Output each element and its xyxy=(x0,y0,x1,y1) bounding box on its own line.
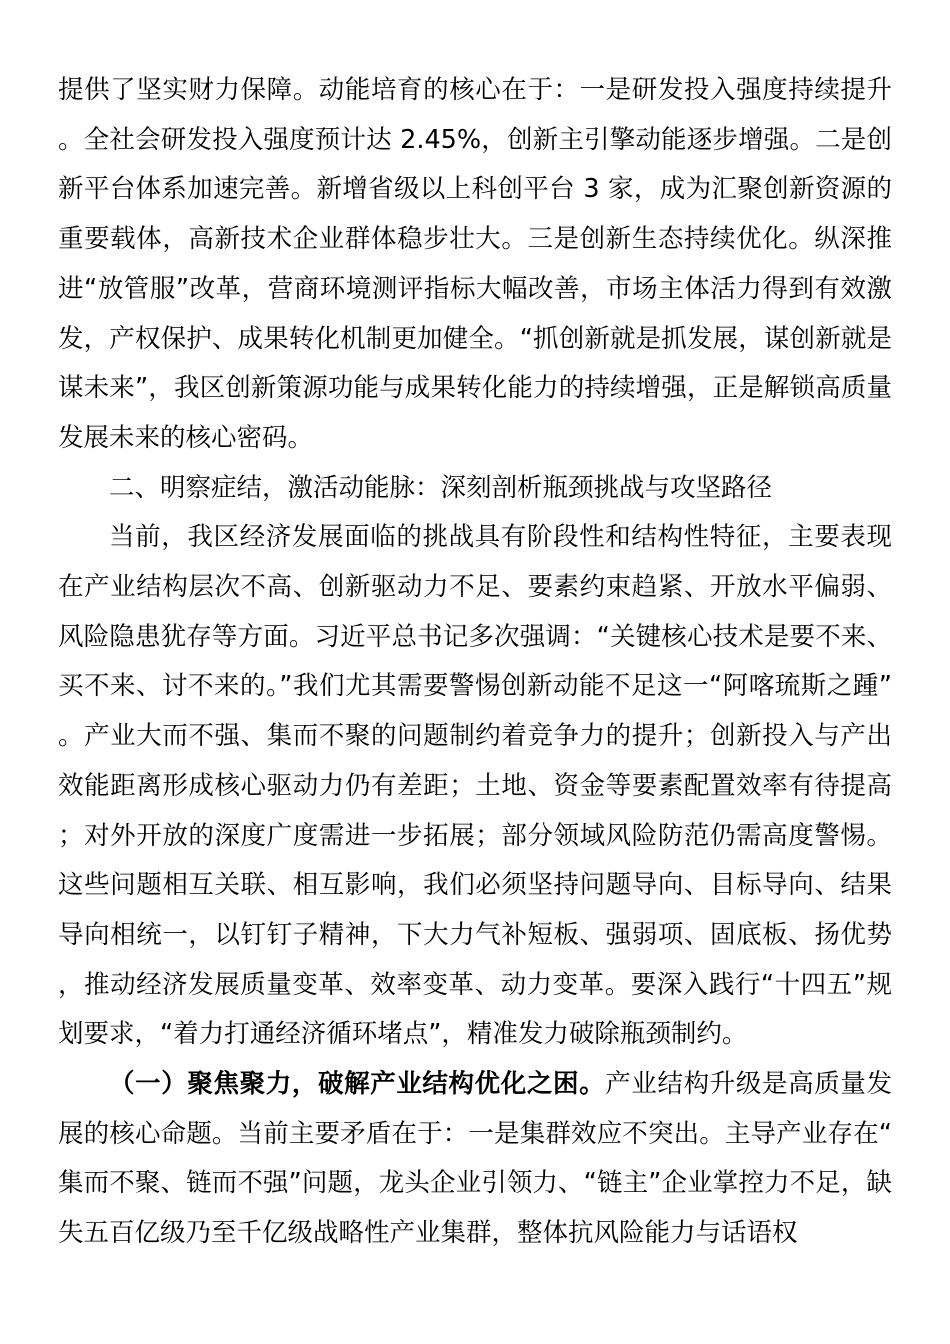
paragraph-challenges: 当前，我区经济发展面临的挑战具有阶段性和结构性特征，主要表现在产业结构层次不高、创新驱动力不足、要素约束趋紧、开放水平偏弱、风险隐患犹存等方面。习近平总书记多次强调：“关键核心技术是要不来、买不来、讨不来的。”我们尤其需要警惕创新动能不足这一“阿喀琉斯之踵”。产业大而不强、集而不聚的问题制约着竞争力的提升；创新投入与产出效能距离形成核心驱动力仍有差距；土地、资金等要素配置效率有待提高；对外开放的深度广度需进一步拓展；部分领域风险防范仍需高度警惕。这些问题相互关联、相互影响，我们必须坚持问题导向、目标导向、结果导向相统一，以钉钉子精神，下大力气补短板、强弱项、固底板、扬优势，推动经济发展质量变革、效率变革、动力变革。要深入践行“十四五”规划要求，“着力打通经济循环堵点”，精准发力破除瓶颈制约。 xyxy=(58,522,892,1050)
paragraph-industrial-structure xyxy=(58,1060,892,1259)
section-heading: 二、明察症结，激活动能脉：深刻剖析瓶颈挑战与攻坚路径 xyxy=(109,472,773,503)
document-body xyxy=(58,66,892,1259)
paragraph-fiscal-support: 提供了坚实财力保障。动能培育的核心在于：一是研发投入强度持续提升。全社会研发投入强度预计达 2.45%，创新主引擎动能逐步增强。二是创新平台体系加速完善。新增省级以上科创平台 3 家，成为汇聚创新资源的重要载体，高新技术企业群体稳步壮大。三是创新生态持续优化。纵深推进“放管服”改革，营商环境测评指标大幅改善，市场主体活力得到有效激发，产权保护、成果转化机制更加健全。“抓创新就是抓发展，谋创新就是谋未来”，我区创新策源功能与成果转化能力的持续增强，正是解锁高质量发展未来的核心密码。 xyxy=(58,75,892,453)
paragraph-industrial-structure-text: 产业结构升级是高质量发展的核心命题。当前主要矛盾在于：一是集群效应不突出。主导产业存在“集而不聚、链而不强”问题，龙头企业引领力、“链主”企业掌控力不足，缺失五百亿级乃至千亿级战略性产业集群，整体抗风险能力与话语权 xyxy=(58,1069,892,1249)
subsection-heading: （一）聚焦聚力，破解产业结构优化之困。 xyxy=(109,1069,606,1100)
